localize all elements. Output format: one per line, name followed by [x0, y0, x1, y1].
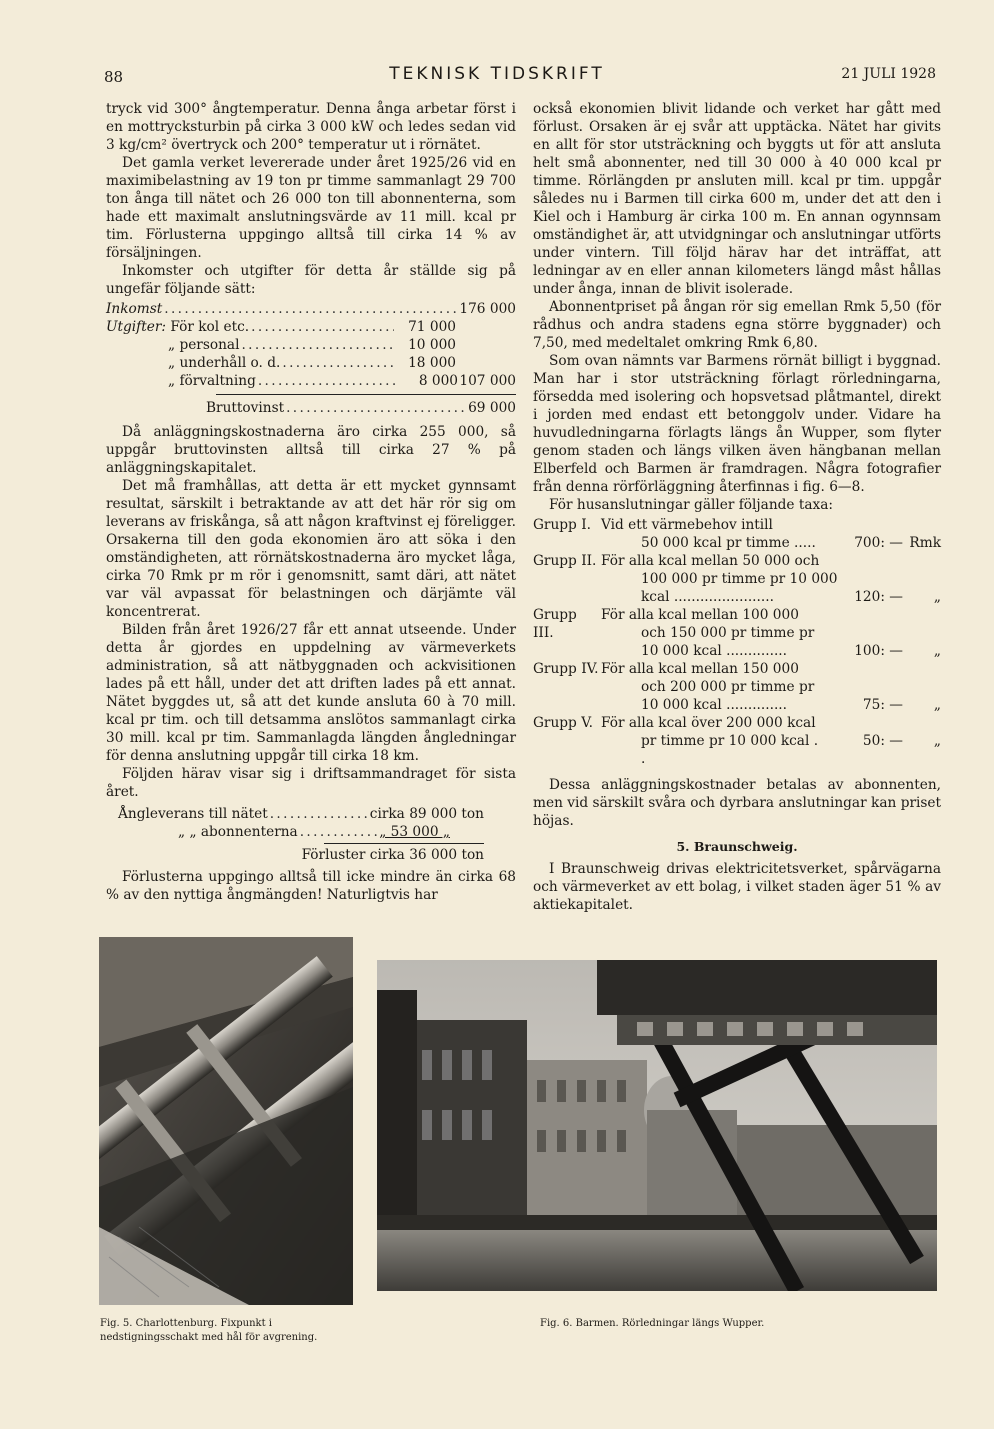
tariff-text: kcal ....................... — [641, 589, 774, 605]
tariff-unit: „ — [933, 589, 941, 605]
section-heading: 5. Braunschweig. — [676, 839, 798, 854]
ledger-row — [106, 399, 516, 417]
ledger-label: Inkomst — [106, 301, 163, 317]
figure-6-photo — [377, 960, 937, 1291]
ledger-label: Utgifter: — [106, 319, 166, 335]
tariff-unit: „ — [933, 643, 941, 659]
tariff-group-label: Grupp — [533, 553, 577, 569]
tariff-text: 100 000 pr timme pr 10 000 — [641, 571, 838, 587]
ledger-row — [106, 354, 456, 372]
tariff-group — [533, 714, 941, 768]
ledger-value: 18 000 — [408, 355, 456, 371]
left-column — [106, 100, 516, 904]
tariff-roman: I. — [581, 517, 591, 533]
ledger-value: 8 000 — [418, 373, 458, 389]
journal-title: TEKNISK TIDSKRIFT — [389, 64, 605, 84]
tariff-roman: IV. — [581, 661, 599, 677]
steam-label: Ångleverans till nätet — [118, 806, 268, 822]
tariff-price: 120: — — [854, 589, 903, 605]
tariff-group-label: Grupp — [533, 715, 577, 731]
paragraph: Abonnentpriset på ångan rör sig emellan Rmk 5,50 (för rådhus och andra stadens egna större byggnader) och 7,50, med medeltalet omkring Rmk 6,80. — [533, 299, 941, 351]
figure-6-caption: Fig. 6. Barmen. Rörledningar längs Wupper. — [540, 1318, 765, 1329]
ledger-label: „ underhåll o. d. — [168, 355, 281, 371]
tariff-text: 50 000 kcal pr timme ..... — [641, 535, 816, 551]
tariff-unit: „ — [933, 733, 941, 749]
paragraph: I Braunschweig drivas elektricitetsverket, spårvägarna och värmeverket av ett bolag, i vilket staden äger 51 % av aktiekapitalet. — [533, 861, 941, 913]
figure-5-photo — [99, 937, 353, 1305]
tariff-unit: „ — [933, 697, 941, 713]
ledger-value: 69 000 — [468, 400, 516, 416]
paragraph: Inkomster och utgifter för detta år ställde sig på ungefär följande sätt: — [106, 263, 516, 297]
tariff-text: Vid ett värmebehov intill — [601, 517, 773, 533]
steam-summary — [118, 805, 484, 864]
ledger-label: „ personal — [168, 337, 240, 353]
tariff-text: och 150 000 pr timme pr — [641, 625, 815, 641]
tariff-price: 700: — — [854, 535, 903, 551]
steam-value: „ 53 000 „ — [379, 824, 450, 840]
paragraph: Då anläggningskostnaderna äro cirka 255 000, så uppgår bruttovinsten alltså till cirka 27 % på anläggningskapitalet. — [106, 424, 516, 476]
paragraph: För husanslutningar gäller följande taxa: — [549, 497, 833, 513]
steam-losses: Förluster cirka 36 000 ton — [301, 847, 484, 863]
ledger-row — [106, 318, 456, 336]
tariff-text: 10 000 kcal .............. — [641, 697, 788, 713]
tariff-group — [533, 660, 941, 714]
wupper-photo-illustration — [377, 960, 937, 1291]
paragraph: Följden härav visar sig i driftsammandraget för sista året. — [106, 766, 516, 800]
ledger-label: „ förvaltning — [168, 373, 256, 389]
ledger-value: 71 000 — [408, 319, 456, 335]
shaft-photo-illustration — [99, 937, 353, 1305]
ledger-row — [106, 372, 516, 390]
right-column — [533, 100, 941, 914]
paragraph: också ekonomien blivit lidande och verket har gått med förlust. Orsaken är ej svår att upptäcka. Nätet har givits en allt för stor utsträckning och byggts ut för att ansluta helt små abonnenter, ned till 30 000 à 40 000 kcal pr timme. Rörlängden pr ansluten mill. kcal pr tim. uppgår således nu i Barmen till cirka 600 m, under det att den i Kiel och i Hamburg är cirka 100 m. En annan ogynnsam omständighet är, att utvidgningar och anslutningar utförts under vintern. Till följd härav har det inträffat, att ledningar av en eller annan kilometers längd måst hållas under ånga, innan de blivit isolerade. — [533, 101, 941, 297]
tariff-price: 75: — — [862, 697, 903, 713]
tariff-text: För alla kcal mellan 150 000 — [601, 661, 799, 677]
ledger-value: 10 000 — [408, 337, 456, 353]
income-ledger — [106, 300, 516, 417]
tariff-text: För alla kcal över 200 000 kcal — [601, 715, 816, 731]
tariff-unit: Rmk — [909, 535, 941, 551]
paragraph: Dessa anläggningskostnader betalas av abonnenten, men vid särskilt svåra och dyrbara anslutningar kan priset höjas. — [533, 777, 941, 829]
issue-date: 21 JULI 1928 — [841, 66, 936, 82]
tariff-text: För alla kcal mellan 100 000 — [601, 607, 799, 623]
steam-row — [118, 823, 450, 841]
tariff-group-label: Grupp — [533, 517, 577, 533]
tariff-table — [533, 516, 941, 768]
tariff-roman: V. — [581, 715, 594, 731]
steam-row — [118, 805, 484, 823]
tariff-roman: III. — [533, 625, 554, 641]
tariff-price: 50: — — [862, 733, 903, 749]
ledger-label: Bruttovinst — [206, 400, 285, 416]
ledger-row — [106, 300, 516, 318]
tariff-roman: II. — [581, 553, 597, 569]
tariff-text: och 200 000 pr timme pr — [641, 679, 815, 695]
tariff-group — [533, 552, 941, 606]
tariff-text: 10 000 kcal .............. — [641, 643, 788, 659]
page-number: 88 — [104, 68, 124, 86]
ledger-value: 176 000 — [459, 301, 516, 317]
tariff-text: För alla kcal mellan 50 000 och — [601, 553, 820, 569]
paragraph: Det må framhållas, att detta är ett mycket gynnsamt resultat, särskilt i betraktande av att det här rör sig om leverans av friskånga, så att någon kraftvinst ej föreligger. Orsakerna till den goda ekonomien äro att söka i den omständigheten, att rörnätskostnaderna äro mycket låga, cirka 70 Rmk pr m rör i genomsnitt, samt däri, att nätet var väl avpassat för belastningen och därjämte väl koncentrerat. — [106, 478, 516, 620]
tariff-group-label: Grupp — [533, 607, 577, 623]
paragraph: Bilden från året 1926/27 får ett annat utseende. Under detta år gjordes en uppdelning av värmeverkets administration, så att nätbyggnaden och ackvisitionen lades på ett håll, under det att driften lades på ett annat. Nätet byggdes ut, så att det kunde ansluta 60 à 70 mill. kcal pr tim. och till detsamma anslötos sammanlagt cirka 30 mill. kcal pr tim. Sammanlagda längden ångledningar för denna anslutning uppgår till cirka 18 km. — [106, 622, 516, 764]
tariff-text: pr timme pr 10 000 kcal . . — [641, 733, 819, 767]
tariff-price: 100: — — [854, 643, 903, 659]
tariff-group-label: Grupp — [533, 661, 577, 677]
steam-label: „ „ abonnenterna — [178, 824, 298, 840]
figure-5-caption: Fig. 5. Charlottenburg. Fixpunkt i nedstigningsschakt med hål för avgrening. — [100, 1318, 318, 1343]
paragraph: Som ovan nämnts var Barmens rörnät billigt i byggnad. Man har i stor utsträckning förlagt rörledningarna, försedda med isolering och hopsvetsad plåtmantel, direkt i jorden med endast ett betonggolv under. Vidare ha huvudledningarna förlagts längs ån Wupper, som flyter genom staden och längs vilken även hängbanan mellan Elberfeld och Barmen är framdragen. Några fotografier från denna rörförläggning återfinnas i fig. 6—8. — [533, 353, 941, 495]
ledger-label: För kol etc. — [170, 319, 250, 335]
tariff-group — [533, 516, 941, 552]
paragraph: Förlusterna uppgingo alltså till icke mindre än cirka 68 % av den nyttiga ångmängden! Naturligtvis har — [106, 869, 516, 903]
paragraph: Det gamla verket levererade under året 1925/26 vid en maximibelastning av 19 ton pr timme sammanlagt 29 700 ton ånga till nätet och 26 000 ton till abonnenterna, som hade ett maximalt anslutningsvärde av 11 mill. kcal pr tim. Förlusterna uppgingo alltså till cirka 14 % av försäljningen. — [106, 155, 516, 261]
steam-value: cirka 89 000 ton — [369, 806, 484, 822]
paragraph: tryck vid 300° ångtemperatur. Denna ånga arbetar först i en mottrycksturbin på cirka 3 000 kW och ledes sedan vid 3 kg/cm² övertryck och 200° temperatur ut i rörnätet. — [106, 101, 516, 153]
ledger-row — [106, 336, 456, 354]
ledger-total: 107 000 — [459, 373, 516, 389]
tariff-group — [533, 606, 941, 660]
